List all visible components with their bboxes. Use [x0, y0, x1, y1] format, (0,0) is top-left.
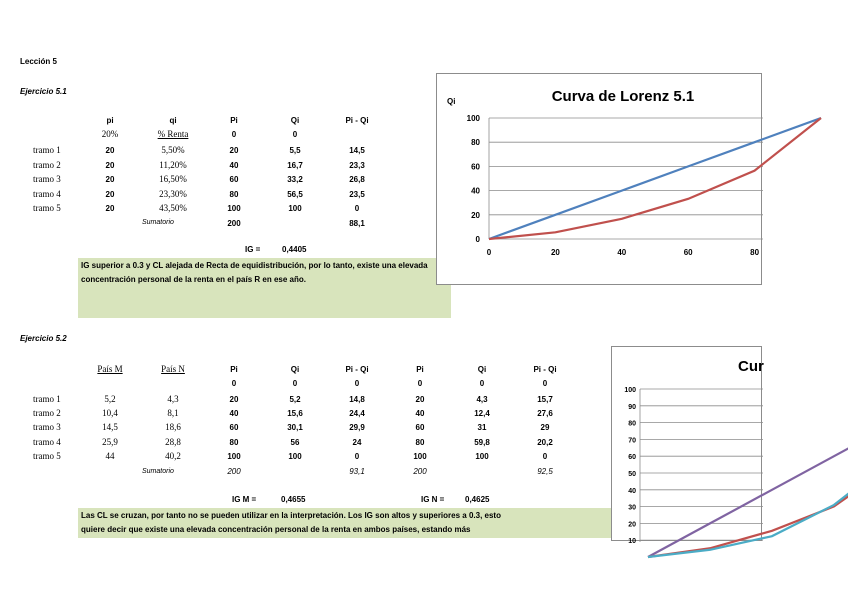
sum-label: Sumatorio	[142, 468, 174, 475]
exercise-5-2-title: Ejercicio 5.2	[20, 334, 67, 343]
cell-pais-n: 8,1	[167, 408, 179, 418]
col-header-pais-m: País M	[97, 364, 123, 374]
cell-diff-n: 0	[542, 452, 548, 461]
row-label: tramo 2	[33, 408, 61, 418]
col-header-Pi: Pi	[230, 116, 238, 125]
row-label: tramo 1	[33, 394, 61, 404]
sub-Pi: 0	[231, 130, 237, 139]
zero-diff-n: 0	[542, 379, 548, 388]
cell-diff: 14,8	[349, 395, 365, 404]
cell-pais-m: 44	[105, 451, 115, 461]
zero-Qi-n: 0	[479, 379, 485, 388]
col-header-Pi: Pi	[230, 365, 238, 374]
cell-Qi: 16,7	[287, 161, 303, 170]
y-axis-label: Qi	[447, 97, 456, 106]
sum-Pi: 200	[227, 467, 241, 476]
cell-Pi: 100	[227, 452, 241, 461]
cell-Qi: 100	[288, 204, 302, 213]
col-header-pi: pi	[106, 116, 114, 125]
row-label: tramo 4	[33, 437, 61, 447]
cell-Pi: 20	[229, 395, 239, 404]
col-header-Qi-n: Qi	[477, 365, 487, 374]
cell-Pi: 100	[227, 204, 241, 213]
cell-qi: 11,20%	[159, 160, 187, 170]
cell-Pi-n: 100	[413, 452, 427, 461]
cell-Qi: 5,2	[289, 395, 301, 404]
cell-Pi: 40	[229, 409, 239, 418]
cell-diff: 29,9	[349, 423, 365, 432]
y-tick-label: 80	[471, 138, 480, 148]
exercise-5-1-title: Ejercicio 5.1	[20, 87, 67, 96]
conclusion-5-2-line2: quiere decir que existe una elevada concentración personal de la renta en ambos países, estando más	[81, 525, 471, 534]
cell-Qi: 15,6	[287, 409, 303, 418]
y-tick-label: 20	[471, 210, 480, 220]
y-tick-label: 40	[471, 186, 480, 196]
cell-Pi: 60	[229, 175, 239, 184]
cell-Qi-n: 31	[477, 423, 487, 432]
x-tick-label: 20	[550, 248, 560, 257]
y-tick-label: 0	[475, 235, 480, 244]
cell-Pi-n: 40	[415, 409, 425, 418]
cell-qi: 5,50%	[161, 145, 185, 155]
cell-Pi: 20	[229, 146, 239, 155]
cell-pais-m: 25,9	[102, 437, 118, 447]
cell-pais-m: 5,2	[104, 394, 116, 404]
cell-Qi-n: 12,4	[474, 409, 490, 418]
equality-line	[489, 118, 821, 239]
cell-diff-n: 27,6	[537, 409, 553, 418]
cell-Pi: 60	[229, 423, 239, 432]
cell-diff-n: 29	[540, 423, 550, 432]
cell-pais-m: 14,5	[102, 422, 118, 432]
y-tick-label: 20	[628, 521, 636, 529]
x-tick-label: 0	[486, 248, 492, 257]
sum-Pi-n: 200	[413, 467, 427, 476]
lorenz-chart-5-1	[436, 73, 762, 285]
cell-pais-n: 40,2	[165, 451, 181, 461]
cell-pais-n: 28,8	[165, 437, 181, 447]
sum-diff-n: 92,5	[537, 467, 553, 476]
cell-pais-n: 4,3	[167, 394, 179, 404]
zero-Qi: 0	[292, 379, 298, 388]
col-header-Pi-n: Pi	[416, 365, 424, 374]
cell-pi: 20	[105, 190, 115, 199]
row-label: tramo 2	[33, 160, 61, 170]
cell-Pi-n: 60	[415, 423, 425, 432]
col-header-pi-qi: Pi - Qi	[345, 365, 369, 374]
y-tick-label: 70	[628, 437, 636, 445]
zero-Pi-n: 0	[417, 379, 423, 388]
row-label: tramo 3	[33, 174, 61, 184]
cell-Qi: 33,2	[287, 175, 303, 184]
y-tick-label: 50	[628, 471, 636, 478]
cell-qi: 16,50%	[159, 174, 187, 184]
cell-Qi: 5,5	[289, 146, 301, 155]
cell-diff: 23,3	[349, 161, 365, 170]
cell-Pi: 40	[229, 161, 239, 170]
y-tick-label: 40	[628, 487, 636, 495]
cell-diff: 0	[354, 452, 360, 461]
cell-diff-n: 20,2	[537, 438, 553, 447]
cell-Pi-n: 20	[415, 395, 425, 404]
chart-title: Curva de Lorenz 5.1	[551, 88, 695, 105]
cell-pais-m: 10,4	[102, 408, 118, 418]
col-header-pais-n: País N	[161, 364, 185, 374]
igm-label: IG M =	[232, 495, 257, 504]
y-tick-label: 60	[471, 162, 480, 172]
ign-label: IG N =	[421, 495, 445, 504]
conclusion-5-1: IG superior a 0.3 y CL alejada de Recta de equidistribución, por lo tanto, existe una elevada concentración personal de la renta en el país R en ese año.	[78, 258, 451, 318]
chart-title: Cur	[738, 358, 764, 375]
cell-Pi: 80	[229, 438, 239, 447]
conclusion-5-2-line1: Las CL se cruzan, por tanto no se pueden utilizar en la interpretación. Los IG son altos y superiores a 0.3, esto	[81, 511, 501, 520]
zero-diff: 0	[354, 379, 360, 388]
cell-pi: 20	[105, 161, 115, 170]
y-tick-label: 100	[624, 387, 636, 394]
col-header-pi-qi-n: Pi - Qi	[533, 365, 557, 374]
cell-diff: 24,4	[349, 409, 365, 418]
cell-diff: 26,8	[349, 175, 365, 184]
row-label: tramo 4	[33, 189, 61, 199]
ig-value: 0,4405	[282, 245, 307, 254]
zero-Pi: 0	[231, 379, 237, 388]
x-tick-label: 40	[617, 248, 627, 257]
y-tick-label: 10	[628, 538, 636, 546]
lorenz-chart-5-1-svg	[437, 74, 763, 286]
cell-Qi-n: 59,8	[474, 438, 490, 447]
row-label: tramo 5	[33, 451, 61, 461]
ig-label: IG =	[245, 245, 261, 254]
cell-pi: 20	[105, 146, 115, 155]
cell-pais-n: 18,6	[165, 422, 181, 432]
cell-diff: 0	[354, 204, 360, 213]
row-label: tramo 3	[33, 422, 61, 432]
cell-diff: 23,5	[349, 190, 365, 199]
x-tick-label: 80	[750, 248, 760, 257]
y-tick-label: 30	[628, 504, 636, 512]
cell-diff-n: 15,7	[537, 395, 553, 404]
y-tick-label: 60	[628, 454, 636, 462]
sub-pi: 20%	[101, 129, 119, 139]
cell-qi: 43,50%	[159, 203, 187, 213]
ign-value: 0,4625	[465, 495, 490, 504]
cell-Qi-n: 4,3	[476, 395, 488, 404]
col-header-qi: qi	[169, 116, 177, 125]
x-tick-label: 60	[683, 248, 693, 257]
y-tick-label: 80	[628, 420, 636, 428]
cell-Qi: 100	[288, 452, 302, 461]
cell-qi: 23,30%	[159, 189, 187, 199]
lesson-title: Lección 5	[20, 57, 57, 66]
row-label: tramo 1	[33, 145, 61, 155]
sum-diff: 93,1	[349, 467, 365, 476]
cell-Pi-n: 80	[415, 438, 425, 447]
cell-Qi: 30,1	[287, 423, 303, 432]
cell-Qi-n: 100	[475, 452, 489, 461]
sum-Pi: 200	[227, 219, 241, 228]
sub-qi: % Renta	[157, 129, 189, 139]
col-header-pi-qi: Pi - Qi	[345, 116, 369, 125]
col-header-Qi: Qi	[290, 116, 300, 125]
sum-diff: 88,1	[349, 219, 365, 228]
col-header-Qi: Qi	[290, 365, 300, 374]
cell-Pi: 80	[229, 190, 239, 199]
sum-label: Sumatorio	[142, 219, 174, 226]
lorenz-chart-5-2-svg	[612, 347, 764, 546]
cell-Qi: 56	[290, 438, 300, 447]
conclusion-5-2	[78, 508, 612, 538]
cell-diff: 14,5	[349, 146, 365, 155]
sub-Qi: 0	[292, 130, 298, 139]
cell-Qi: 56,5	[287, 190, 303, 199]
y-tick-label: 90	[628, 403, 636, 411]
igm-value: 0,4655	[281, 495, 306, 504]
cell-pi: 20	[105, 204, 115, 213]
cell-pi: 20	[105, 175, 115, 184]
row-label: tramo 5	[33, 203, 61, 213]
y-tick-label: 100	[466, 114, 480, 123]
lorenz-chart-5-2	[611, 346, 764, 546]
cell-diff: 24	[352, 438, 362, 447]
